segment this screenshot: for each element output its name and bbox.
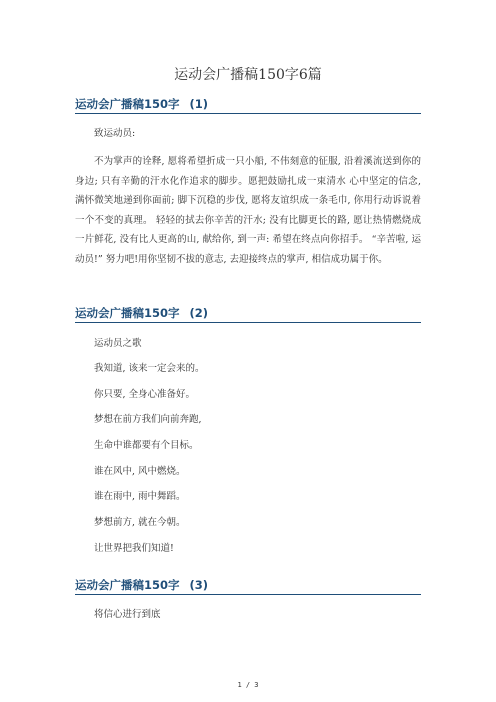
body-paragraph: 不为掌声的诠释, 愿将希望折成一只小船, 不伟刻意的征服, 沿着溪流送到你的身边; 只有辛勤的汗水化作追求的脚步。愿把鼓励扎成一束清水 心中坚定的信念, 满怀微笑地递到你面前; 脚下沉稳的步伐, 愿将友谊织成一条毛巾, 你用行动诉说着一个不变的真理。 轻轻的拭去你辛苦的汗水; 没有比脚更长的路, 愿让热情燃烧成一片鲜花, 没有比人更高的山, 献给你, 到一声: 希望在终点向你招手。 “辛苦啦, 运动员!” 努力吧!用你坚韧不拔的意志, 去迎接终点的掌声, 相信成功属于你。 — [75, 156, 421, 265]
section-number: (2) — [189, 306, 209, 320]
poem-line: 你只要, 全身心准备好。 — [94, 389, 196, 400]
poem-line: 梦想在前方我们向前奔跑, — [94, 414, 202, 425]
poem-line: 将信心进行到底 — [94, 609, 161, 620]
section-heading-text: 运动会广播稿150字 — [75, 578, 180, 592]
section-number: (3) — [189, 578, 209, 592]
poem-line: 生命中谁都要有个目标。 — [94, 440, 199, 451]
poem-line: 让世界把我们知道! — [94, 543, 174, 554]
poem-line: 谁在雨中, 雨中舞蹈。 — [94, 491, 186, 502]
section-heading-3 — [75, 578, 421, 595]
section-heading-1 — [75, 97, 421, 114]
poem-line: 谁在风中, 风中燃烧。 — [94, 466, 186, 477]
section-number: (1) — [189, 97, 209, 111]
poem-line: 梦想前方, 就在今朝。 — [94, 517, 186, 528]
salutation: 致运动员: — [94, 128, 136, 139]
poem-line: 运动员之歌 — [94, 338, 142, 349]
poem-line: 我知道, 该来一定会来的。 — [94, 363, 205, 374]
section-heading-2 — [75, 306, 421, 323]
page-number: 1 / 3 — [237, 681, 259, 689]
section-heading-text: 运动会广播稿150字 — [75, 97, 180, 111]
document-title: 运动会广播稿150字6篇 — [174, 67, 322, 83]
section-heading-text: 运动会广播稿150字 — [75, 306, 180, 320]
